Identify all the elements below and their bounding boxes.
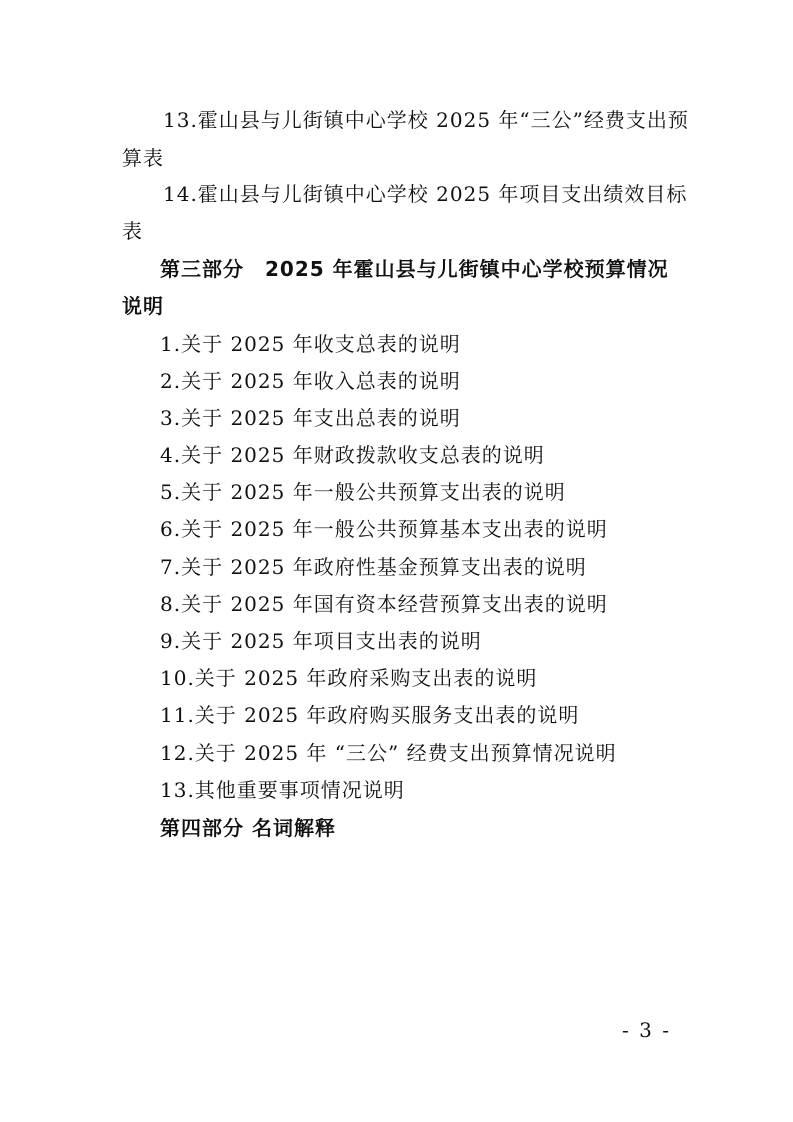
toc-item-14-line1: 14.霍山县与儿街镇中心学校 2025 年项目支出绩效目标 bbox=[163, 182, 688, 206]
part3-item-12: 12.关于 2025 年 “三公” 经费支出预算情况说明 bbox=[160, 741, 617, 765]
part3-title-line1: 第三部分 2025 年霍山县与儿街镇中心学校预算情况 bbox=[160, 257, 669, 281]
part3-item-9: 9.关于 2025 年项目支出表的说明 bbox=[160, 629, 482, 653]
page-number: - 3 - bbox=[622, 1018, 671, 1042]
part3-item-10: 10.关于 2025 年政府采购支出表的说明 bbox=[160, 666, 538, 690]
part3-item-5: 5.关于 2025 年一般公共预算支出表的说明 bbox=[160, 480, 566, 504]
part3-item-2: 2.关于 2025 年收入总表的说明 bbox=[160, 369, 461, 393]
part3-item-4: 4.关于 2025 年财政拨款收支总表的说明 bbox=[160, 443, 545, 467]
part4-title: 第四部分 名词解释 bbox=[160, 816, 336, 840]
part3-item-6: 6.关于 2025 年一般公共预算基本支出表的说明 bbox=[160, 517, 608, 541]
toc-item-14-line2: 表 bbox=[122, 219, 143, 243]
part3-item-1: 1.关于 2025 年收支总表的说明 bbox=[160, 332, 461, 356]
part3-item-13: 13.其他重要事项情况说明 bbox=[160, 778, 405, 802]
toc-item-13-line2: 算表 bbox=[122, 146, 164, 170]
part3-item-11: 11.关于 2025 年政府购买服务支出表的说明 bbox=[160, 703, 580, 727]
part3-item-7: 7.关于 2025 年政府性基金预算支出表的说明 bbox=[160, 555, 587, 579]
toc-item-13-line1: 13.霍山县与儿街镇中心学校 2025 年“三公”经费支出预 bbox=[163, 108, 689, 132]
part3-item-8: 8.关于 2025 年国有资本经营预算支出表的说明 bbox=[160, 592, 608, 616]
part3-title-line2: 说明 bbox=[122, 294, 164, 318]
part3-item-3: 3.关于 2025 年支出总表的说明 bbox=[160, 406, 461, 430]
